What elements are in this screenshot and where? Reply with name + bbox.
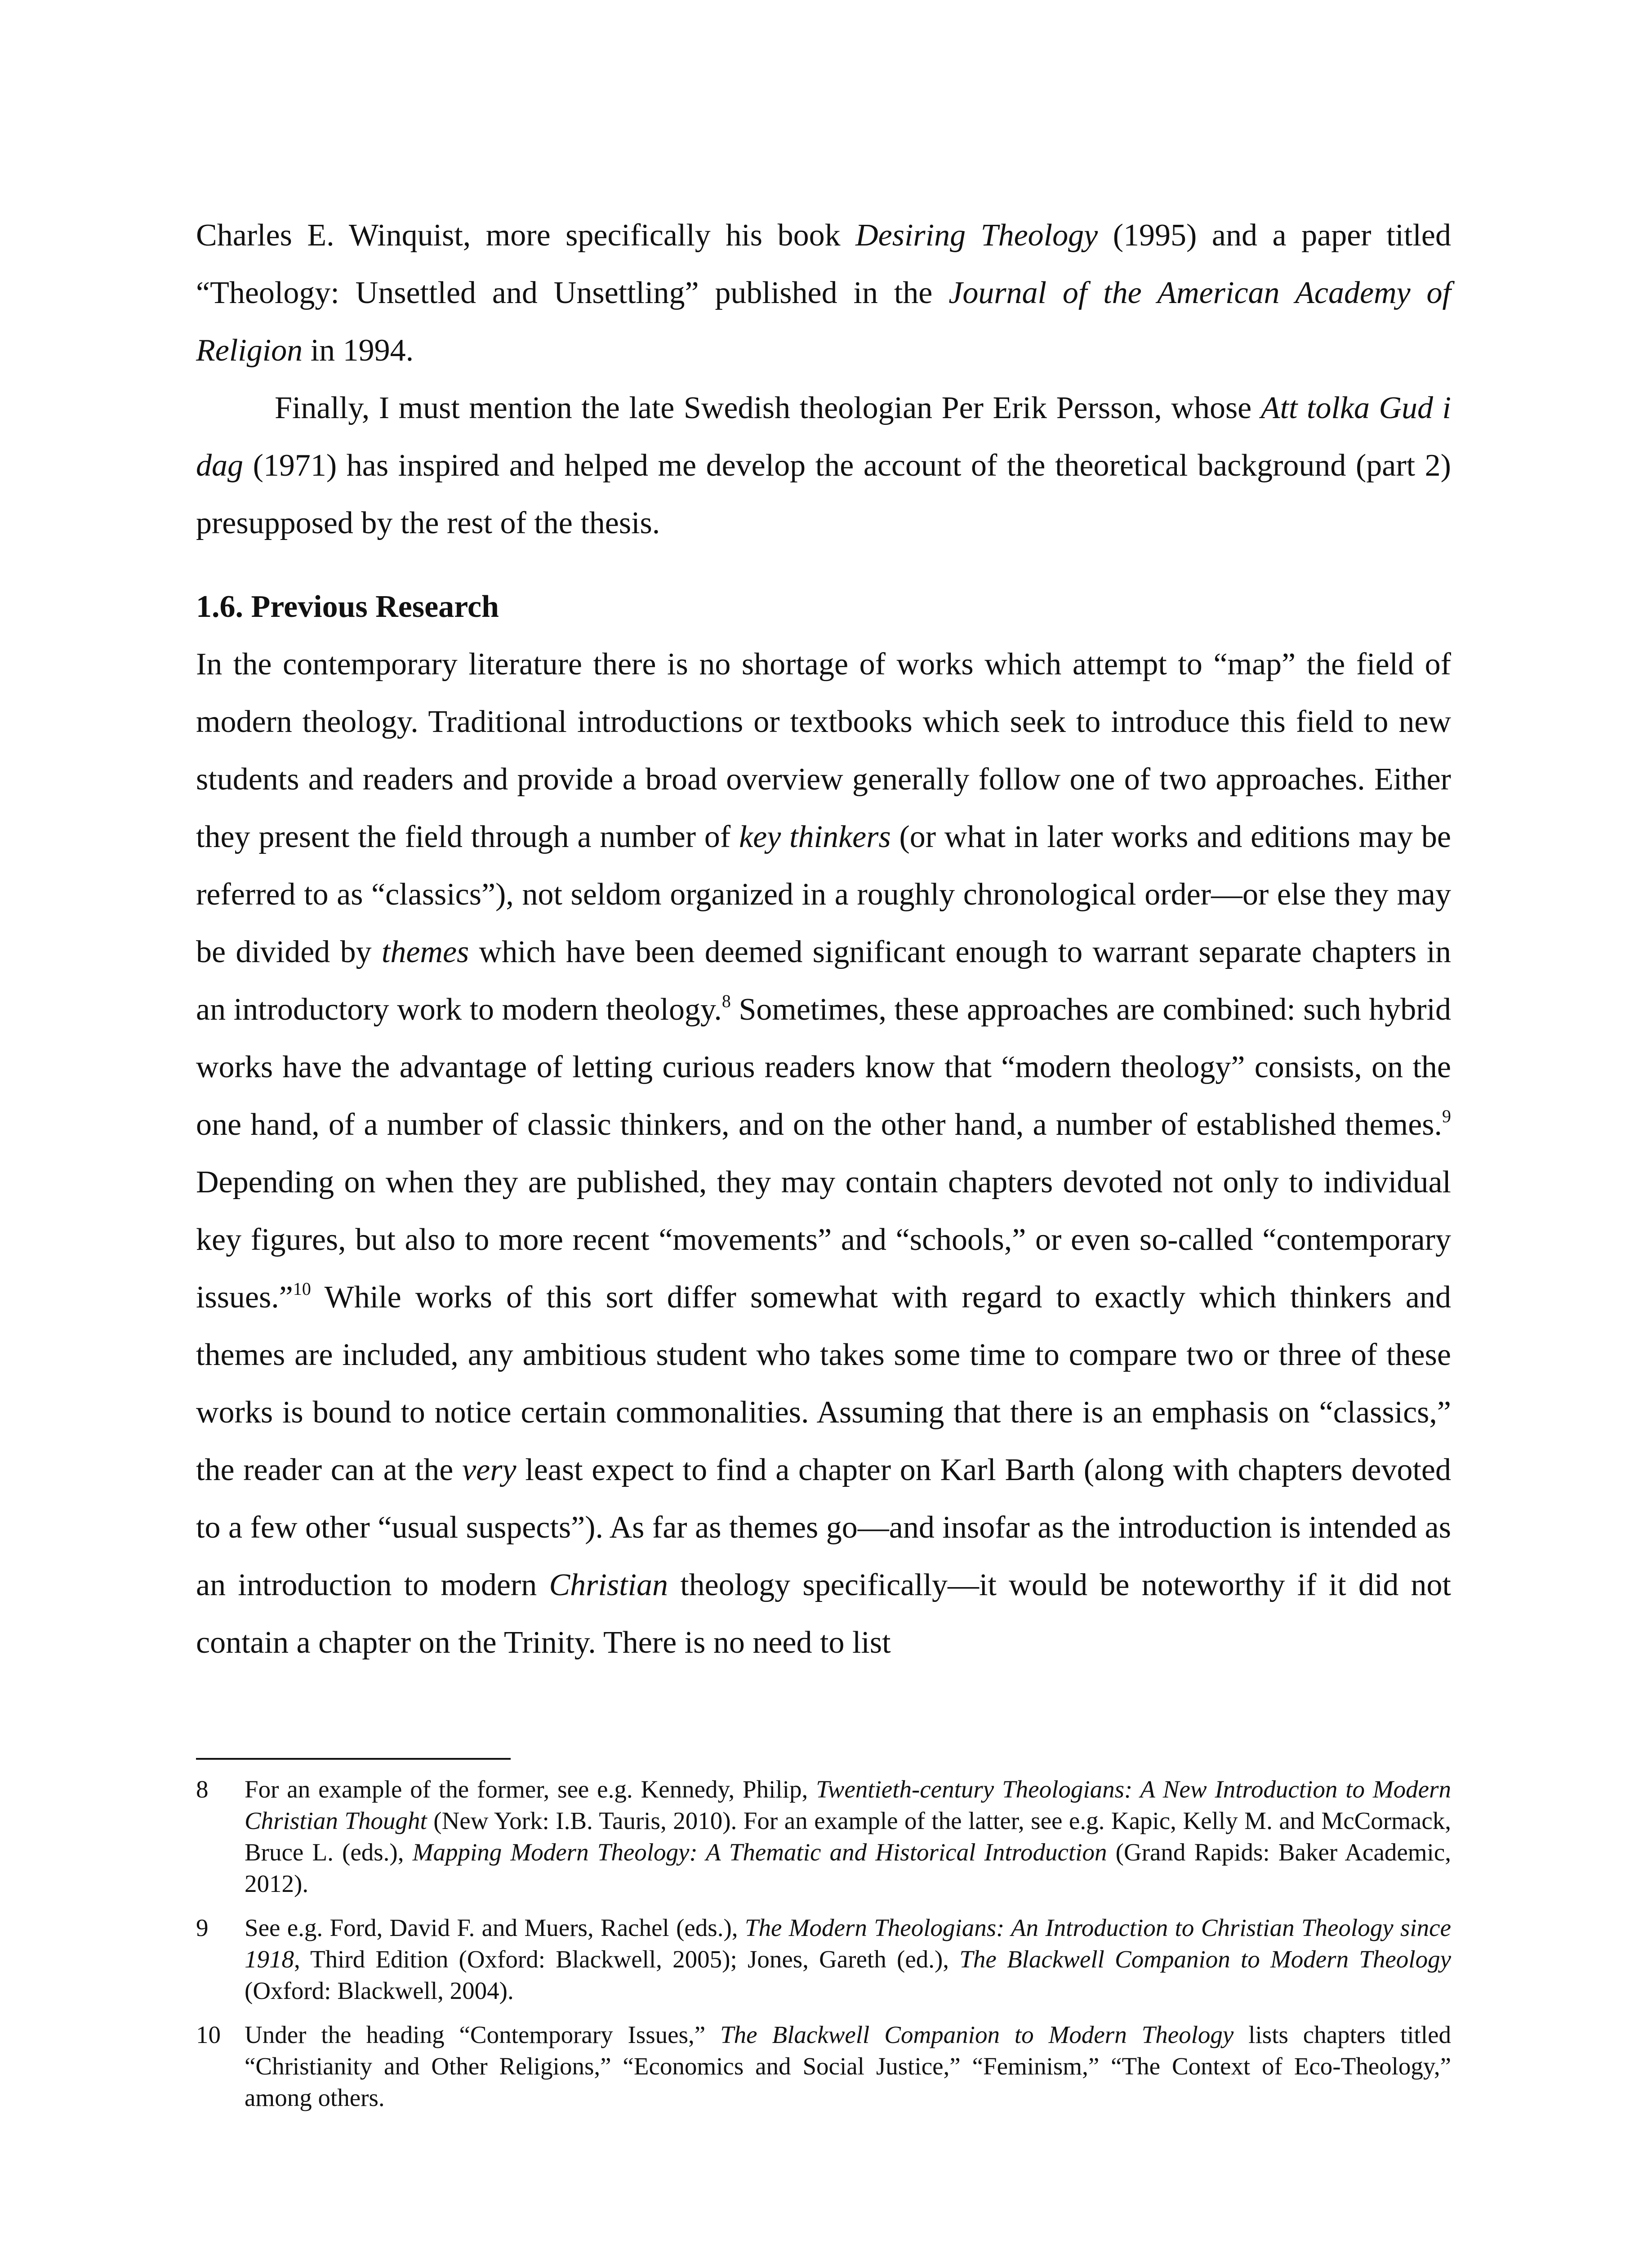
paragraph-winquist xyxy=(196,207,1451,379)
text-run: which have been deemed significant enough to warrant separate chapters in an introductory work to modern theology. xyxy=(196,935,1451,1027)
footnote-ref-9[interactable]: 9 xyxy=(1442,1106,1451,1126)
footnote-text xyxy=(245,1774,1451,1900)
journal-title: Journal of the American Academy of Religion xyxy=(196,276,1451,368)
section-heading: 1.6. Previous Research xyxy=(196,589,499,624)
text-run: (New York: I.B. Tauris, 2010). For an example of the latter, see e.g. Kapic, Kelly M. and McCormack, Bruce L. (eds.), xyxy=(245,1807,1451,1866)
text-run: Depending on when they are published, they may contain chapters devoted not only to individual key figures, but also to more recent “movements” and “schools,” or even so-called “contemporary issues.” xyxy=(196,1165,1451,1315)
emphasis-very: very xyxy=(462,1453,517,1487)
book-title: Mapping Modern Theology: A Thematic and Historical Introduction xyxy=(412,1838,1107,1866)
footnote-10 xyxy=(196,2019,1451,2114)
footnotes xyxy=(196,1774,1451,2126)
book-title: The Modern Theologians: An Introduction to Christian Theology since 1918 xyxy=(245,1914,1451,1973)
text-run: (or what in later works and editions may be referred to as “classics”), not seldom organized in a roughly chronological order—or else they may be divided by xyxy=(196,820,1451,969)
text-run: Finally, I must mention the late Swedish theologian Per Erik Persson, whose xyxy=(275,391,1261,425)
text-run: Sometimes, these approaches are combined: such hybrid works have the advantage of letting curious readers know that “modern theology” consists, on the one hand, of a number of classic thinkers, and on the other hand, a number of established themes. xyxy=(196,992,1451,1142)
body-text xyxy=(196,207,1451,1672)
text-run: See e.g. Ford, David F. and Muers, Rachel (eds.), xyxy=(245,1914,745,1941)
book-title: The Blackwell Companion to Modern Theology xyxy=(720,2021,1234,2048)
footnote-number: 8 xyxy=(196,1775,209,1803)
text-run: lists chapters titled “Christianity and Other Religions,” “Economics and Social Justice,” “Feminism,” “The Context of Eco-Theology,” among others. xyxy=(245,2021,1451,2111)
text-run: theology specifically—it would be noteworthy if it did not contain a chapter on the Trinity. There is no need to list xyxy=(196,1568,1451,1660)
text-run: Under the heading “Contemporary Issues,” xyxy=(245,2021,721,2048)
emphasis-christian: Christian xyxy=(549,1568,668,1602)
text-run: In the contemporary literature there is no shortage of works which attempt to “map” the field of modern theology. Traditional introductions or textbooks which seek to introduce this field to new students and readers and provide a broad overview generally follow one of two approaches. Either they present the field through a number of xyxy=(196,647,1451,854)
footnote-number: 9 xyxy=(196,1914,209,1941)
footnote-number: 10 xyxy=(196,2021,221,2048)
footnote-9 xyxy=(196,1912,1451,2007)
text-run: While works of this sort differ somewhat with regard to exactly which thinkers and themes are included, any ambitious student who takes some time to compare two or three of these works is bound to notice certain commonalities. Assuming that there is an emphasis on “classics,” the reader can at the xyxy=(196,1280,1451,1487)
text-run: (Oxford: Blackwell, 2004). xyxy=(245,1977,514,2004)
footnote-ref-10[interactable]: 10 xyxy=(293,1279,311,1299)
book-title: The Blackwell Companion to Modern Theology xyxy=(959,1945,1451,1973)
text-run: least expect to find a chapter on Karl Barth (along with chapters devoted to a few other “usual suspects”). As far as themes go—and insofar as the introduction is intended as an introduction to modern xyxy=(196,1453,1451,1602)
book-title-att-tolka: Att tolka Gud i dag xyxy=(196,391,1452,483)
footnote-ref-8[interactable]: 8 xyxy=(721,991,731,1011)
emphasis-key-thinkers: key thinkers xyxy=(739,820,891,854)
text-run: in 1994. xyxy=(303,333,414,368)
footnote-separator xyxy=(196,1758,511,1760)
text-run: (1971) has inspired and helped me develop the account of the theoretical background (part 2) presupposed by the rest of the thesis. xyxy=(196,448,1451,540)
text-run: Charles E. Winquist, more specifically his book xyxy=(196,218,856,253)
book-title: Twentieth-century Theologians: A New Introduction to Modern Christian Thought xyxy=(245,1775,1451,1834)
text-run: (Grand Rapids: Baker Academic, 2012). xyxy=(245,1838,1452,1897)
text-run: , Third Edition (Oxford: Blackwell, 2005); Jones, Gareth (ed.), xyxy=(294,1945,960,1973)
footnote-text xyxy=(245,1912,1451,2007)
book-title-desiring-theology: Desiring Theology xyxy=(855,218,1098,253)
emphasis-themes: themes xyxy=(381,935,469,969)
paragraph-persson xyxy=(196,379,1451,552)
paragraph-previous-research xyxy=(196,636,1451,1672)
text-run: For an example of the former, see e.g. Kennedy, Philip, xyxy=(245,1775,816,1803)
footnote-8 xyxy=(196,1774,1451,1900)
text-run: (1995) and a paper titled “Theology: Unsettled and Unsettling” published in the xyxy=(196,218,1451,310)
footnote-text xyxy=(245,2019,1451,2114)
